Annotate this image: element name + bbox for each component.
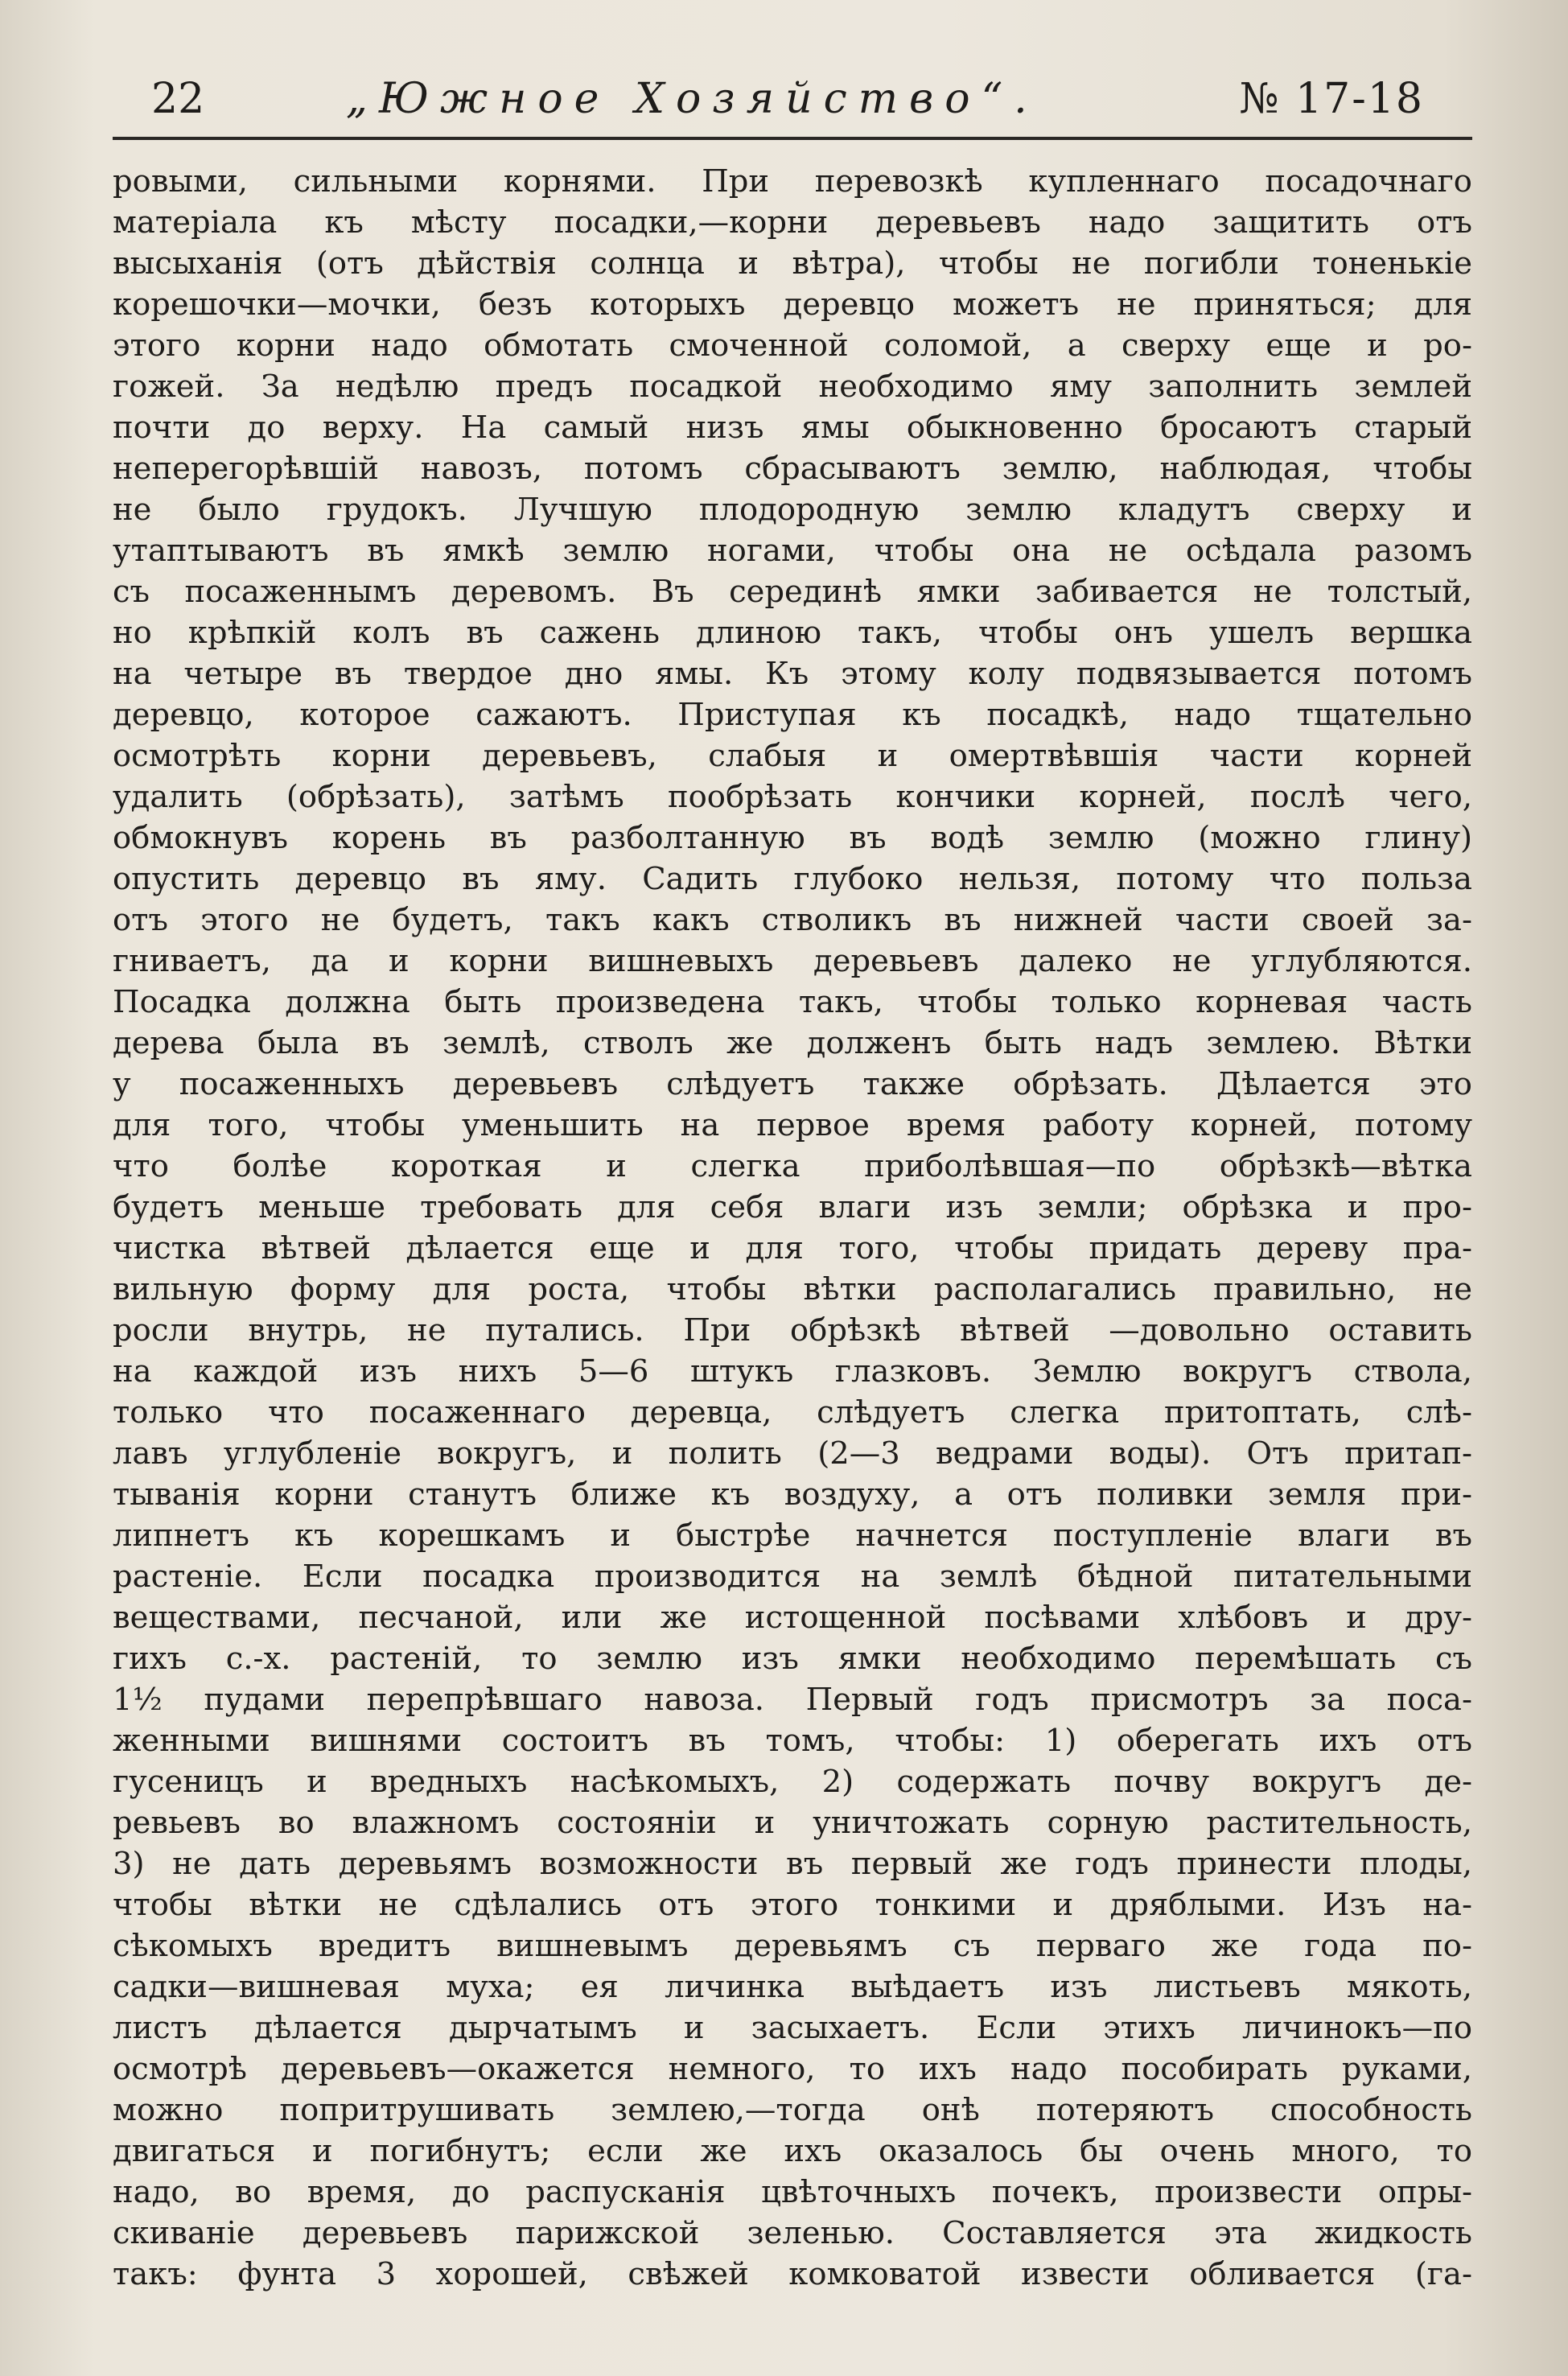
text-line: чтобы вѣтки не сдѣлались отъ этого тонкими и дряблыми. Изъ на- [113, 1887, 1472, 1923]
text-line: липнетъ къ корешкамъ и быстрѣе начнется поступленіе влаги въ [113, 1517, 1472, 1554]
running-header [145, 71, 1432, 127]
text-line: неперегорѣвшій навозъ, потомъ сбрасываютъ землю, наблюдая, чтобы [113, 451, 1472, 487]
text-line: можно попритрушивать землею,—тогда онѣ потеряютъ способность [113, 2092, 1472, 2128]
text-line: съ посаженнымъ деревомъ. Въ серединѣ ямки забивается не толстый, [113, 574, 1472, 610]
text-line: удалить (обрѣзать), затѣмъ пообрѣзать кончики корней, послѣ чего, [113, 779, 1472, 815]
text-line: осмотрѣть корни деревьевъ, слабыя и омертвѣвшія части корней [113, 738, 1472, 774]
text-line: 1½ пудами перепрѣвшаго навоза. Первый годъ присмотръ за поса- [113, 1682, 1472, 1718]
text-line: высыханія (отъ дѣйствія солнца и вѣтра), чтобы не погибли тоненькіе [113, 245, 1472, 282]
text-line: что болѣе короткая и слегка приболѣвшая—по обрѣзкѣ—вѣтка [113, 1148, 1472, 1184]
text-line: деревцо, которое сажаютъ. Приступая къ посадкѣ, надо тщательно [113, 697, 1472, 733]
text-line: для того, чтобы уменьшить на первое время работу корней, потому [113, 1107, 1472, 1143]
text-line: вильную форму для роста, чтобы вѣтки располагались правильно, не [113, 1271, 1472, 1307]
text-line: росли внутрь, не путались. При обрѣзкѣ вѣтвей —довольно оставить [113, 1312, 1472, 1349]
text-line: женными вишнями состоитъ въ томъ, чтобы: 1) оберегать ихъ отъ [113, 1723, 1472, 1759]
issue-number: № 17-18 [1239, 75, 1424, 123]
text-line: на каждой изъ нихъ 5—6 штукъ глазковъ. Землю вокругъ ствола, [113, 1353, 1472, 1390]
text-line: обмокнувъ корень въ разболтанную въ водѣ землю (можно глину) [113, 820, 1472, 856]
text-line: отъ этого не будетъ, такъ какъ стволикъ въ нижней части своей за- [113, 902, 1472, 938]
journal-title: „Южное Хозяйство“. [346, 75, 1039, 123]
text-line: гниваетъ, да и корни вишневыхъ деревьевъ далеко не углубляются. [113, 943, 1472, 979]
text-line: такъ: фунта 3 хорошей, свѣжей комковатой извести обливается (га- [113, 2256, 1472, 2292]
text-line: не было грудокъ. Лучшую плодородную землю кладутъ сверху и [113, 492, 1472, 528]
text-line: веществами, песчаной, или же истощенной посѣвами хлѣбовъ и дру- [113, 1600, 1472, 1636]
text-line: гихъ с.-х. растеній, то землю изъ ямки необходимо перемѣшать съ [113, 1641, 1472, 1677]
text-line: Посадка должна быть произведена такъ, чтобы только корневая часть [113, 984, 1472, 1020]
text-line: листъ дѣлается дырчатымъ и засыхаетъ. Если этихъ личинокъ—по [113, 2010, 1472, 2046]
text-line: 3) не дать деревьямъ возможности въ первый же годъ принести плоды, [113, 1846, 1472, 1882]
text-line: утаптываютъ въ ямкѣ землю ногами, чтобы она не осѣдала разомъ [113, 533, 1472, 569]
text-line: у посаженныхъ деревьевъ слѣдуетъ также обрѣзать. Дѣлается это [113, 1066, 1472, 1102]
text-line: растеніе. Если посадка производится на землѣ бѣдной питательными [113, 1559, 1472, 1595]
text-line: только что посаженнаго деревца, слѣдуетъ слегка притоптать, слѣ- [113, 1394, 1472, 1431]
text-line: на четыре въ твердое дно ямы. Къ этому колу подвязывается потомъ [113, 656, 1472, 692]
text-line: корешочки—мочки, безъ которыхъ деревцо можетъ не приняться; для [113, 286, 1472, 323]
text-line: ровыми, сильными корнями. При перевозкѣ купленнаго посадочнаго [113, 163, 1472, 200]
text-line: надо, во время, до распусканія цвѣточныхъ почекъ, произвести опры- [113, 2174, 1472, 2210]
text-line: лавъ углубленіе вокругъ, и полить (2—3 ведрами воды). Отъ притап- [113, 1435, 1472, 1472]
text-line: этого корни надо обмотать смоченной соломой, а сверху еще и ро- [113, 327, 1472, 364]
text-line: почти до верху. На самый низъ ямы обыкновенно бросаютъ старый [113, 410, 1472, 446]
text-line: опустить деревцо въ яму. Садить глубоко нельзя, потому что польза [113, 861, 1472, 897]
text-line: двигаться и погибнутъ; если же ихъ оказалось бы очень много, то [113, 2133, 1472, 2169]
text-line: осмотрѣ деревьевъ—окажется немного, то ихъ надо пособирать руками, [113, 2051, 1472, 2087]
text-line: дерева была въ землѣ, стволъ же долженъ быть надъ землею. Вѣтки [113, 1025, 1472, 1061]
text-line: будетъ меньше требовать для себя влаги изъ земли; обрѣзка и про- [113, 1189, 1472, 1225]
text-line: гожей. За недѣлю предъ посадкой необходимо яму заполнить землей [113, 369, 1472, 405]
text-line: тыванія корни станутъ ближе къ воздуху, а отъ поливки земля при- [113, 1476, 1472, 1513]
header-rule [113, 137, 1472, 140]
page-number: 22 [151, 75, 205, 123]
article-body [113, 161, 1472, 2295]
text-line: гусеницъ и вредныхъ насѣкомыхъ, 2) содержать почву вокругъ де- [113, 1764, 1472, 1800]
text-line: чистка вѣтвей дѣлается еще и для того, чтобы придать дереву пра- [113, 1230, 1472, 1266]
text-line: скиваніе деревьевъ парижской зеленью. Составляется эта жидкость [113, 2215, 1472, 2251]
text-line: садки—вишневая муха; ея личинка выѣдаетъ изъ листьевъ мякоть, [113, 1969, 1472, 2005]
text-line: но крѣпкій колъ въ сажень длиною такъ, чтобы онъ ушелъ вершка [113, 615, 1472, 651]
text-line: сѣкомыхъ вредитъ вишневымъ деревьямъ съ перваго же года по- [113, 1928, 1472, 1964]
text-line: ревьевъ во влажномъ состояніи и уничтожать сорную растительность, [113, 1805, 1472, 1841]
text-line: матеріала къ мѣсту посадки,—корни деревьевъ надо защитить отъ [113, 204, 1472, 241]
